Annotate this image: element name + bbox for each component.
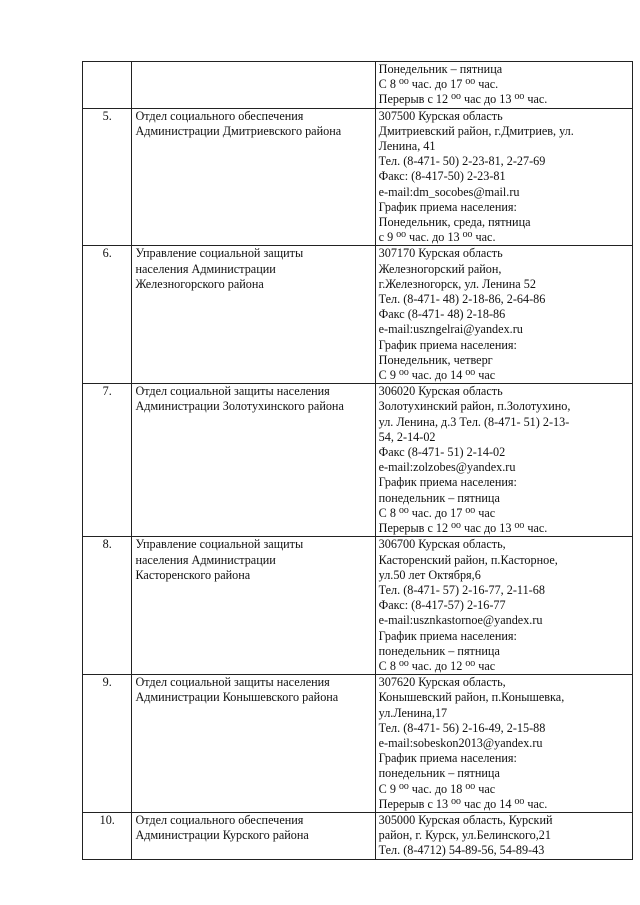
department-name-line: Железногорского района: [135, 276, 264, 291]
department-name-cell: [132, 675, 375, 813]
contact-info-line: понедельник – пятница: [378, 643, 500, 658]
contact-info-line: понедельник – пятница: [378, 766, 500, 781]
contact-info-line: Конышевский район, п.Конышевка,: [378, 690, 565, 705]
contact-info-line: График приема населения:: [378, 199, 517, 214]
contact-info-line: Тел. (8-471- 48) 2-18-86, 2-64-86: [378, 292, 546, 307]
contacts-table: [82, 61, 633, 860]
contact-info-line: 54, 2-14-02: [378, 429, 436, 444]
department-name-cell: [132, 246, 375, 384]
contact-info-line: e-mail:zolzobes@yandex.ru: [378, 460, 516, 475]
row-number: 10.: [83, 812, 132, 859]
contact-info-line: 307170 Курская область: [378, 246, 503, 261]
row-number: 8.: [83, 537, 132, 675]
row-number: 6.: [83, 246, 132, 384]
contact-info-line: Факс (8-471- 48) 2-18-86: [378, 307, 506, 322]
contact-info-line: 306700 Курская область,: [378, 537, 506, 552]
contact-info-line: С 8 ⁰⁰ час. до 17 ⁰⁰ час.: [378, 77, 499, 92]
contact-info-line: 307620 Курская область,: [378, 675, 506, 690]
row-number: 9.: [83, 675, 132, 813]
contact-info-line: Ленина, 41: [378, 139, 436, 154]
contact-info-line: Дмитриевский район, г.Дмитриев, ул.: [378, 123, 574, 138]
department-name-cell: [132, 812, 375, 859]
department-name-line: Отдел социальной защиты населения: [135, 675, 330, 690]
contact-info-line: 305000 Курская область, Курский: [378, 812, 553, 827]
contact-info-line: Золотухинский район, п.Золотухино,: [378, 399, 571, 414]
contact-info-line: e-mail:sobeskon2013@yandex.ru: [378, 735, 543, 750]
department-name-cell: [132, 62, 375, 109]
contact-info-cell: [375, 384, 632, 537]
department-name-line: Управление социальной защиты: [135, 537, 304, 552]
contact-info-line: Железногорский район,: [378, 261, 502, 276]
department-name-cell: [132, 108, 375, 246]
contact-info-line: ул.50 лет Октября,6: [378, 567, 481, 582]
contact-info-line: С 9 ⁰⁰ час. до 18 ⁰⁰ час: [378, 781, 496, 796]
department-name-cell: [132, 537, 375, 675]
contact-info-line: 307500 Курская область: [378, 108, 503, 123]
contact-info-line: ул.Ленина,17: [378, 705, 448, 720]
department-name-line: Администрации Конышевского района: [135, 690, 339, 705]
contact-info-line: График приема населения:: [378, 337, 517, 352]
table-row: [83, 675, 633, 813]
contact-info-line: Понедельник – пятница: [378, 62, 503, 76]
contact-info-line: С 8 ⁰⁰ час. до 17 ⁰⁰ час: [378, 505, 496, 520]
contact-info-line: Перерыв с 12 ⁰⁰ час до 13 ⁰⁰ час.: [378, 92, 548, 107]
contact-info-line: Перерыв с 12 ⁰⁰ час до 13 ⁰⁰ час.: [378, 521, 548, 536]
contact-info-cell: [375, 812, 632, 859]
contact-info-line: с 9 ⁰⁰ час. до 13 ⁰⁰ час.: [378, 230, 496, 245]
department-name-line: Отдел социального обеспечения: [135, 812, 304, 827]
contacts-table-body: [83, 62, 633, 860]
department-name-line: Отдел социальной защиты населения: [135, 384, 330, 399]
table-row: [83, 537, 633, 675]
department-name-line: населения Администрации: [135, 552, 276, 567]
contact-info-line: График приема населения:: [378, 628, 517, 643]
contact-info-cell: [375, 246, 632, 384]
contact-info-line: Перерыв с 13 ⁰⁰ час до 14 ⁰⁰ час.: [378, 796, 548, 811]
contact-info-line: Тел. (8-471- 57) 2-16-77, 2-11-68: [378, 582, 545, 597]
contact-info-line: Тел. (8-471- 50) 2-23-81, 2-27-69: [378, 154, 546, 169]
department-name-cell: [132, 384, 375, 537]
department-name-line: Администрации Золотухинского района: [135, 399, 344, 414]
contact-info-cell: [375, 62, 632, 109]
contact-info-line: Тел. (8-4712) 54-89-56, 54-89-43: [378, 843, 545, 858]
contact-info-line: Понедельник, среда, пятница: [378, 215, 531, 230]
contact-info-line: Факс (8-471- 51) 2-14-02: [378, 445, 506, 460]
contact-info-line: 306020 Курская область: [378, 384, 503, 399]
contact-info-line: понедельник – пятница: [378, 490, 500, 505]
contact-info-line: С 9 ⁰⁰ час. до 14 ⁰⁰ час: [378, 368, 496, 383]
contact-info-line: район, г. Курск, ул.Белинского,21: [378, 828, 551, 843]
row-number: [83, 62, 132, 109]
table-row: [83, 108, 633, 246]
contact-info-cell: [375, 675, 632, 813]
row-number: 7.: [83, 384, 132, 537]
contact-info-line: Касторенский район, п.Касторное,: [378, 552, 558, 567]
table-row: [83, 812, 633, 859]
contact-info-line: ул. Ленина, д.3 Тел. (8-471- 51) 2-13-: [378, 414, 570, 429]
table-row: [83, 384, 633, 537]
contact-info-line: e-mail:uszngelrai@yandex.ru: [378, 322, 523, 337]
table-row: [83, 62, 633, 109]
contact-info-line: e-mail:usznkastornoe@yandex.ru: [378, 613, 543, 628]
department-name-line: Управление социальной защиты: [135, 246, 304, 261]
department-name-line: Администрации Курского района: [135, 828, 309, 843]
contact-info-line: г.Железногорск, ул. Ленина 52: [378, 276, 536, 291]
table-row: [83, 246, 633, 384]
contact-info-cell: [375, 108, 632, 246]
contact-info-line: График приема населения:: [378, 751, 517, 766]
contact-info-line: С 8 ⁰⁰ час. до 12 ⁰⁰ час: [378, 658, 496, 673]
contact-info-line: Понедельник, четверг: [378, 352, 493, 367]
contact-info-line: e-mail:dm_socobes@mail.ru: [378, 184, 520, 199]
contact-info-cell: [375, 537, 632, 675]
contact-info-line: Факс: (8-417-57) 2-16-77: [378, 598, 506, 613]
contact-info-line: График приема населения:: [378, 475, 517, 490]
contact-info-line: Тел. (8-471- 56) 2-16-49, 2-15-88: [378, 720, 546, 735]
department-name-line: Касторенского района: [135, 567, 251, 582]
contact-info-line: Факс: (8-417-50) 2-23-81: [378, 169, 506, 184]
row-number: 5.: [83, 108, 132, 246]
department-name-line: Администрации Дмитриевского района: [135, 123, 342, 138]
department-name-line: населения Администрации: [135, 261, 276, 276]
department-name-line: Отдел социального обеспечения: [135, 108, 304, 123]
